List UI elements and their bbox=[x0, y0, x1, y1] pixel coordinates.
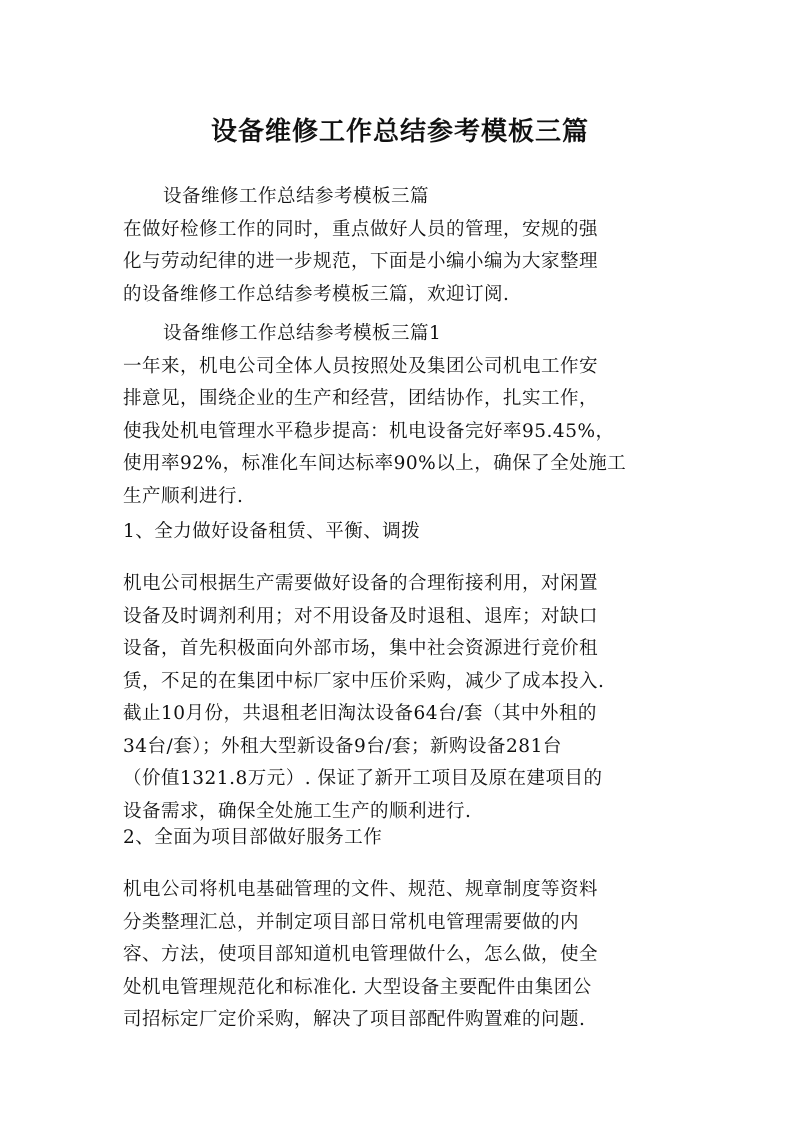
item2-line: 处机电管理规范化和标准化. 大型设备主要配件由集团公 bbox=[123, 976, 592, 998]
section1-block bbox=[123, 318, 673, 513]
section1-line: 一年来，机电公司全体人员按照处及集团公司机电工作安 bbox=[123, 355, 599, 377]
item1-heading: 1、全力做好设备租赁、平衡、调拨 bbox=[123, 521, 421, 542]
intro-line: 的设备维修工作总结参考模板三篇，欢迎订阅. bbox=[123, 283, 510, 305]
item2-heading-block bbox=[123, 822, 673, 855]
item1-line: 机电公司根据生产需要做好设备的合理衔接利用，对闲置 bbox=[123, 573, 599, 594]
section1-line: 生产顺利进行. bbox=[123, 485, 244, 507]
item1-line: 设备及时调剂利用；对不用设备及时退租、退库；对缺口 bbox=[123, 605, 599, 627]
document-title: 设备维修工作总结参考模板三篇 bbox=[210, 117, 589, 147]
item2-line: 司招标定厂定价采购，解决了项目部配件购置难的问题. bbox=[123, 1009, 586, 1030]
item1-line: （价值1321.8万元）. 保证了新开工项目及原在建项目的 bbox=[123, 768, 603, 789]
section1-line: 使用率92%，标准化车间达标率90%以上，确保了全处施工 bbox=[123, 453, 627, 474]
section1-heading: 设备维修工作总结参考模板三篇1 bbox=[163, 323, 442, 344]
intro-line: 化与劳动纪律的进一步规范，下面是小编小编为大家整理 bbox=[123, 251, 599, 272]
item1-line: 设备，首先积极面向外部市场，集中社会资源进行竞价租 bbox=[123, 638, 599, 659]
item1-line: 赁，不足的在集团中标厂家中压价采购，减少了成本投入. bbox=[123, 670, 605, 692]
item2-line: 容、方法，使项目部知道机电管理做什么，怎么做，使全 bbox=[123, 944, 599, 965]
item1-block bbox=[123, 568, 673, 828]
section1-line: 使我处机电管理水平稳步提高：机电设备完好率95.45%， bbox=[123, 420, 615, 442]
intro-block bbox=[123, 181, 673, 311]
item2-line: 分类整理汇总，并制定项目部日常机电管理需要做的内 bbox=[123, 911, 580, 933]
intro-line: 在做好检修工作的同时，重点做好人员的管理，安规的强 bbox=[123, 218, 599, 240]
item1-line: 34台/套）；外租大型新设备9台/套；新购设备281台 bbox=[123, 735, 562, 757]
item1-heading-block bbox=[123, 516, 673, 549]
item2-heading: 2、全面为项目部做好服务工作 bbox=[123, 827, 383, 848]
item1-line: 截止10月份，共退租老旧淘汰设备64台/套（其中外租的 bbox=[123, 703, 597, 724]
item2-line: 机电公司将机电基础管理的文件、规范、规章制度等资料 bbox=[123, 879, 599, 900]
item1-line: 设备需求，确保全处施工生产的顺利进行. bbox=[123, 800, 472, 822]
section1-line: 排意见，围绕企业的生产和经营，团结协作，扎实工作， bbox=[123, 388, 599, 409]
intro-heading: 设备维修工作总结参考模板三篇 bbox=[163, 186, 430, 207]
item2-block bbox=[123, 874, 673, 1037]
